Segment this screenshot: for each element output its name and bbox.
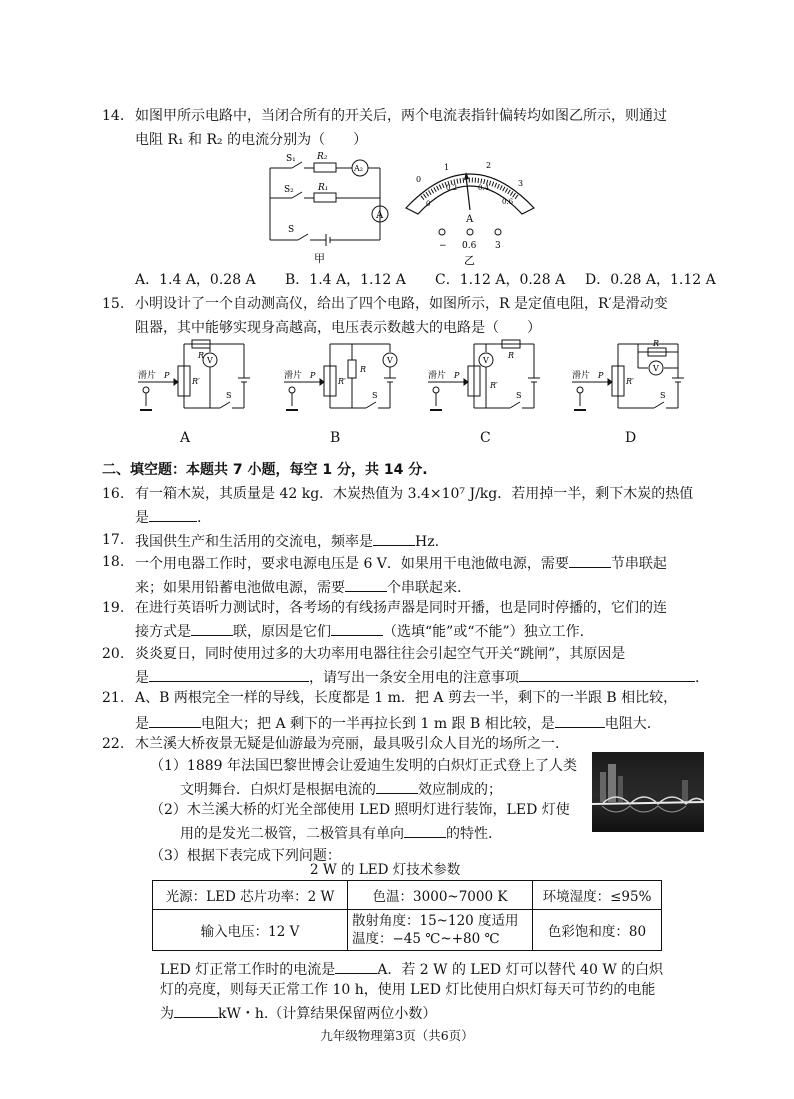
q15a-r: R (198, 351, 205, 360)
q15b-rp: R′ (338, 377, 346, 386)
q14-r2-label: R₂ (317, 152, 328, 162)
q15-circuit-b (280, 338, 408, 418)
q14-caption-yi: 乙 (464, 254, 475, 266)
q19-number: 19. (102, 600, 125, 616)
q14-dial-unit: A (466, 214, 474, 225)
q22-part3-line1: LED 灯正常工作时的电流是 A．若 2 W 的 LED 灯可以替代 40 W 的白炽 (160, 958, 663, 980)
spec-cell-input-voltage: 输入电压：12 V (153, 910, 348, 951)
q14-r1-label: R₁ (318, 183, 329, 193)
q17-number: 17. (102, 532, 125, 548)
q15b-slider: 滑片 (284, 371, 303, 381)
q14-number: 14. (102, 108, 125, 124)
q16-text-line1: 有一箱木炭，其质量是 42 kg．木炭热值为 3.4×10⁷ J/kg．若用掉一半，剩下木炭的热值 (135, 486, 694, 502)
spec-cell-humidity: 环境湿度：≤95% (533, 881, 662, 910)
q14-s1-label: S₁ (286, 154, 296, 164)
q15a-rp: R′ (192, 377, 200, 386)
q15-label-b: B (330, 430, 341, 446)
q15-circuit-a (134, 338, 262, 418)
q17-blank[interactable] (373, 530, 415, 546)
q22-part3: （3）根据下表完成下列问题： (150, 848, 341, 864)
q21-text-line2: 是 电阻大；把 A 剩下的一半再拉长到 1 m 跟 B 相比较，是 电阻大. (135, 712, 651, 734)
q15d-r: R (653, 339, 660, 348)
q21-number: 21. (102, 690, 125, 706)
q21-blank-2[interactable] (555, 712, 605, 728)
q14-option-a: A．1.4 A，0.28 A (135, 272, 256, 288)
q21-text-line1: A、B 两根完全一样的导线，长度都是 1 m．把 A 剪去一半，剩下的一半跟 B 相比较， (135, 690, 678, 706)
q15-label-a: A (180, 430, 191, 446)
q22-text-line1: 木兰溪大桥夜景无疑是仙游最为亮丽，最具吸引众人目光的场所之一. (135, 736, 560, 752)
q14-dial-bottom-3: 0.6 (502, 198, 514, 206)
q20-text-line2: 是 ，请写出一条安全用电的注意事项 . (135, 666, 699, 688)
q22-part3-line2: 灯的亮度，则每天正常工作 10 h，使用 LED 灯比使用白炽灯每天可节约的电能 (160, 982, 656, 998)
q14-s-label: S (288, 225, 295, 235)
q20-text-line1: 炎炎夏日，同时使用过多的大功率用电器往往会引起空气开关“跳闸”，其原因是 (135, 646, 626, 662)
spec-cell-angle-temp: 散射角度：15~120 度适用 温度：−45 ℃~+80 ℃ (348, 910, 533, 951)
q18-number: 18. (102, 554, 125, 570)
q15d-slider: 滑片 (572, 371, 591, 381)
q14-dial-bottom-1: 0.2 (446, 184, 458, 192)
section-heading-fill-in: 二、填空题：本题共 7 小题，每空 1 分，共 14 分. (102, 462, 428, 478)
q15a-v: V (207, 356, 213, 365)
q15d-rp: R′ (626, 377, 634, 386)
q14-dial-bottom-0: 0 (426, 200, 431, 208)
q15-label-d: D (625, 430, 637, 446)
q15b-v: V (387, 356, 393, 365)
q14-circuit-diagram (262, 148, 398, 266)
q15c-r: R (508, 351, 515, 360)
q14-dial-top-1: 1 (444, 163, 450, 172)
q19-blank-2[interactable] (331, 620, 383, 636)
q16-number: 16. (102, 486, 125, 502)
q15-circuit-d (568, 338, 696, 418)
q15b-r: R (360, 365, 367, 374)
q14-caption-jia: 甲 (314, 252, 325, 265)
page-footer: 九年级物理第3页（共6页） (320, 1028, 474, 1043)
q15-label-c: C (480, 430, 491, 446)
q14-ammeter-dial (398, 148, 542, 266)
q22-part2-line2: 用的是发光二极管，二极管具有单向 的特性. (180, 822, 492, 844)
q14-dial-bottom-2: 0.4 (478, 184, 490, 192)
q20-blank-1[interactable] (149, 666, 309, 682)
q14-dial-top-3: 3 (518, 179, 524, 188)
q15b-s: S (372, 391, 378, 400)
q21-blank-1[interactable] (149, 712, 201, 728)
q15-circuit-c (424, 338, 552, 418)
spec-table-title: 2 W 的 LED 灯技术参数 (310, 862, 461, 878)
q18-text-line1: 一个用电器工作时，要求电源电压是 6 V．如果用干电池做电源，需要 节串联起 (135, 552, 667, 574)
q17-text: 我国供生产和生活用的交流电，频率是 Hz. (135, 530, 439, 552)
q14-option-b: B．1.4 A，1.12 A (285, 272, 406, 288)
q15d-s: S (660, 391, 666, 400)
q16-text-line2: 是 . (135, 506, 201, 528)
q14-term-06: 0.6 (462, 241, 477, 251)
q14-s2-label: S₂ (284, 185, 294, 195)
bridge-night-photo (592, 752, 704, 832)
q22-blank-1[interactable] (376, 778, 418, 794)
q19-text-line1: 在进行英语听力测试时，各考场的有线扬声器是同时开播，也是同时停播的，它们的连 (135, 600, 667, 616)
q20-number: 20. (102, 646, 125, 662)
q22-blank-4[interactable] (174, 1002, 218, 1018)
q14-term-3: 3 (495, 241, 501, 251)
q15a-slider: 滑片 (138, 371, 157, 381)
q15d-v: V (653, 364, 659, 373)
q14-a-label: A (376, 210, 384, 221)
q22-number: 22. (102, 736, 125, 752)
q18-blank-2[interactable] (345, 576, 387, 592)
q19-blank-1[interactable] (191, 620, 233, 636)
spec-cell-color-temp: 色温：3000~7000 K (348, 881, 533, 910)
q14-dial-top-0: 0 (416, 175, 422, 184)
q15c-v: V (483, 356, 489, 365)
q15c-slider: 滑片 (428, 371, 447, 381)
q15a-s: S (226, 391, 232, 400)
q22-blank-3[interactable] (335, 958, 377, 974)
q14-text-line2: 电阻 R₁ 和 R₂ 的电流分别为（ ） (135, 132, 368, 148)
q20-blank-2[interactable] (519, 666, 695, 682)
spec-cell-light-source: 光源：LED 芯片功率：2 W (153, 881, 348, 910)
q15-number: 15. (102, 296, 125, 312)
q19-text-line2: 接方式是 联，原因是它们 （选填“能”或“不能”）独立工作. (135, 620, 584, 642)
q22-part2-line1: （2）木兰溪大桥的灯光全部使用 LED 照明灯进行装饰，LED 灯使 (150, 802, 570, 818)
q15d-p: P (598, 371, 604, 380)
q22-part3-line3: 为 kW・h.（计算结果保留两位小数） (160, 1002, 436, 1024)
q14-dial-top-2: 2 (486, 161, 492, 170)
q22-part1-line2: 文明舞台．白炽灯是根据电流的 效应制成的； (180, 778, 502, 800)
q18-text-line2: 来；如果用铅蓄电池做电源，需要 个串联起来. (135, 576, 461, 598)
q18-blank-1[interactable] (569, 552, 611, 568)
q14-text-line1: 如图甲所示电路中，当闭合所有的开关后，两个电流表指针偏转均如图乙所示，则通过 (135, 108, 667, 124)
q22-part1-line1: （1）1889 年法国巴黎世博会让爱迪生发明的白炽灯正式登上了人类 (150, 758, 577, 774)
q14-term-neg: − (439, 241, 447, 251)
q15b-p: P (310, 371, 316, 380)
led-spec-table (152, 880, 662, 951)
q15c-p: P (454, 371, 460, 380)
q22-blank-2[interactable] (404, 822, 446, 838)
q15c-s: S (516, 391, 522, 400)
q15-text-line2: 阻器，其中能够实现身高越高，电压表示数越大的电路是（ ） (135, 320, 541, 336)
q15-text-line1: 小明设计了一个自动测高仪，给出了四个电路，如图所示，R 是定值电阻，R′是滑动变 (135, 296, 668, 312)
q14-a2-label: A₂ (354, 164, 363, 173)
spec-cell-saturation: 色彩饱和度：80 (533, 910, 662, 951)
q14-option-d: D．0.28 A，1.12 A (585, 272, 716, 288)
q14-option-c: C．1.12 A，0.28 A (435, 272, 566, 288)
q16-blank[interactable] (149, 506, 197, 522)
q15c-rp: R′ (490, 381, 498, 390)
q15a-p: P (164, 371, 170, 380)
